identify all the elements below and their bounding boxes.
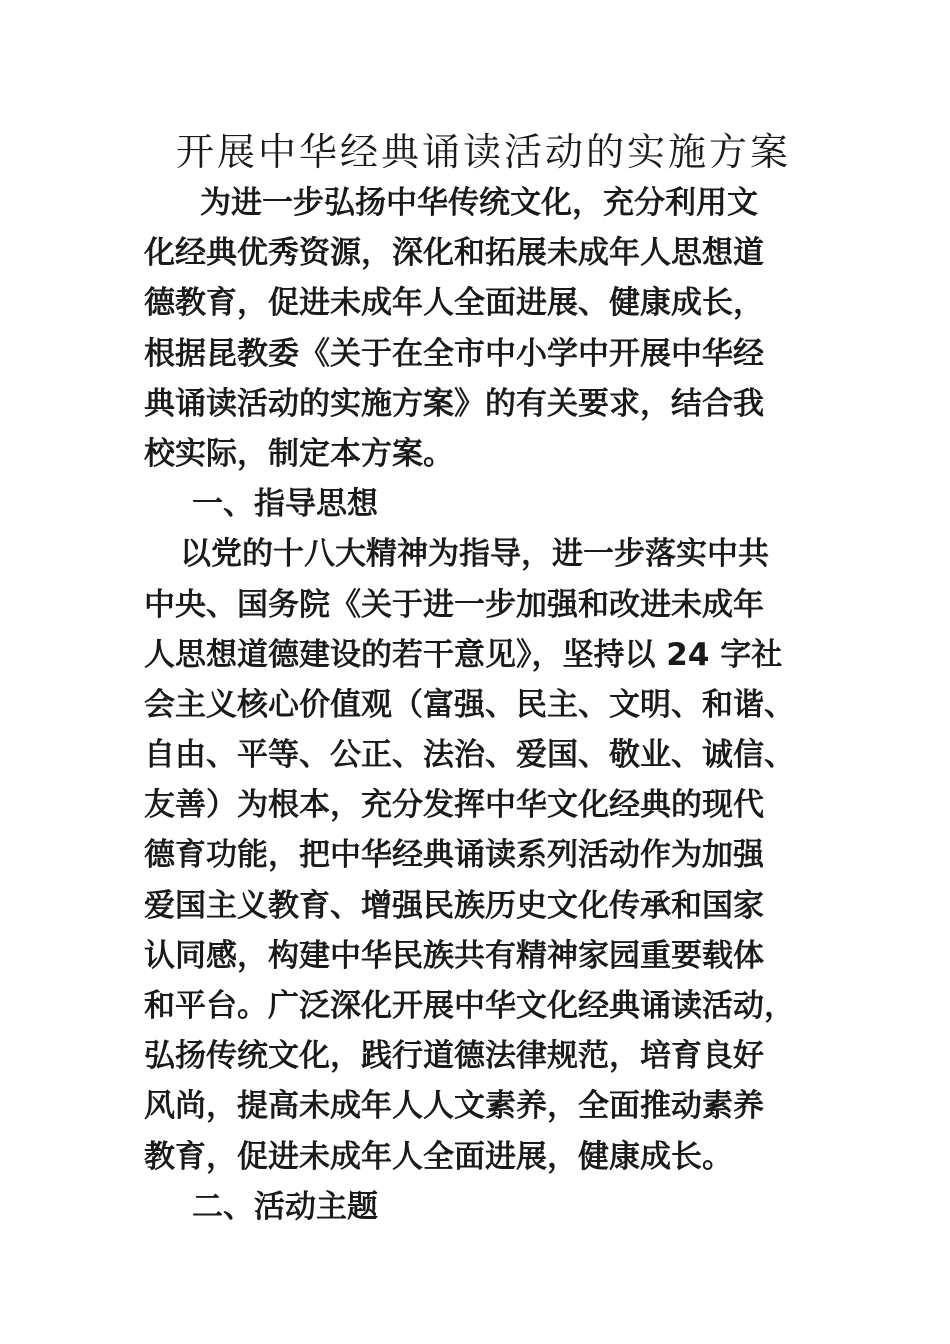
section1-line: 会主义核心价值观（富强、民主、文明、和谐、 [144, 686, 795, 723]
document-body [144, 178, 814, 1232]
section1-line: 人思想道德建设的若干意见》，坚持以 24 字社 [144, 636, 783, 673]
intro-line: 校实际，制定本方案。 [144, 435, 454, 472]
section1-line: 德育功能，把中华经典诵读系列活动作为加强 [144, 837, 764, 874]
section1-line: 风尚，提高未成年人人文素养，全面推动素养 [144, 1088, 764, 1125]
section1-line: 友善）为根本，充分发挥中华文化经典的现代 [144, 787, 764, 824]
section1-line: 中央、国务院《关于进一步加强和改进未成年 [144, 586, 764, 623]
intro-line: 德教育，促进未成年人全面进展、健康成长， [144, 285, 764, 322]
section1-line: 教育，促进未成年人全面进展，健康成长。 [144, 1138, 733, 1175]
intro-line: 化经典优秀资源，深化和拓展未成年人思想道 [144, 235, 764, 272]
section1-line: 弘扬传统文化，践行道德法律规范，培育良好 [144, 1038, 764, 1075]
intro-line: 根据昆教委《关于在全市中小学中开展中华经 [144, 335, 764, 372]
section1-line: 自由、平等、公正、法治、爱国、敬业、诚信、 [144, 737, 795, 774]
document-title: 开展中华经典诵读活动的实施方案 [176, 130, 792, 174]
intro-line: 典诵读活动的实施方案》的有关要求，结合我 [144, 385, 764, 422]
section-heading-guiding-thought: 一、指导思想 [192, 486, 378, 523]
section1-line: 爱国主义教育、增强民族历史文化传承和国家 [144, 887, 764, 924]
section-heading-activity-theme: 二、活动主题 [192, 1188, 378, 1225]
intro-line: 为进一步弘扬中华传统文化，充分利用文 [200, 185, 758, 221]
section1-line: 以党的十八大精神为指导，进一步落实中共 [180, 536, 769, 573]
section1-line: 认同感，构建中华民族共有精神家园重要载体 [144, 937, 764, 974]
section1-line: 和平台。广泛深化开展中华文化经典诵读活动， [144, 988, 795, 1024]
